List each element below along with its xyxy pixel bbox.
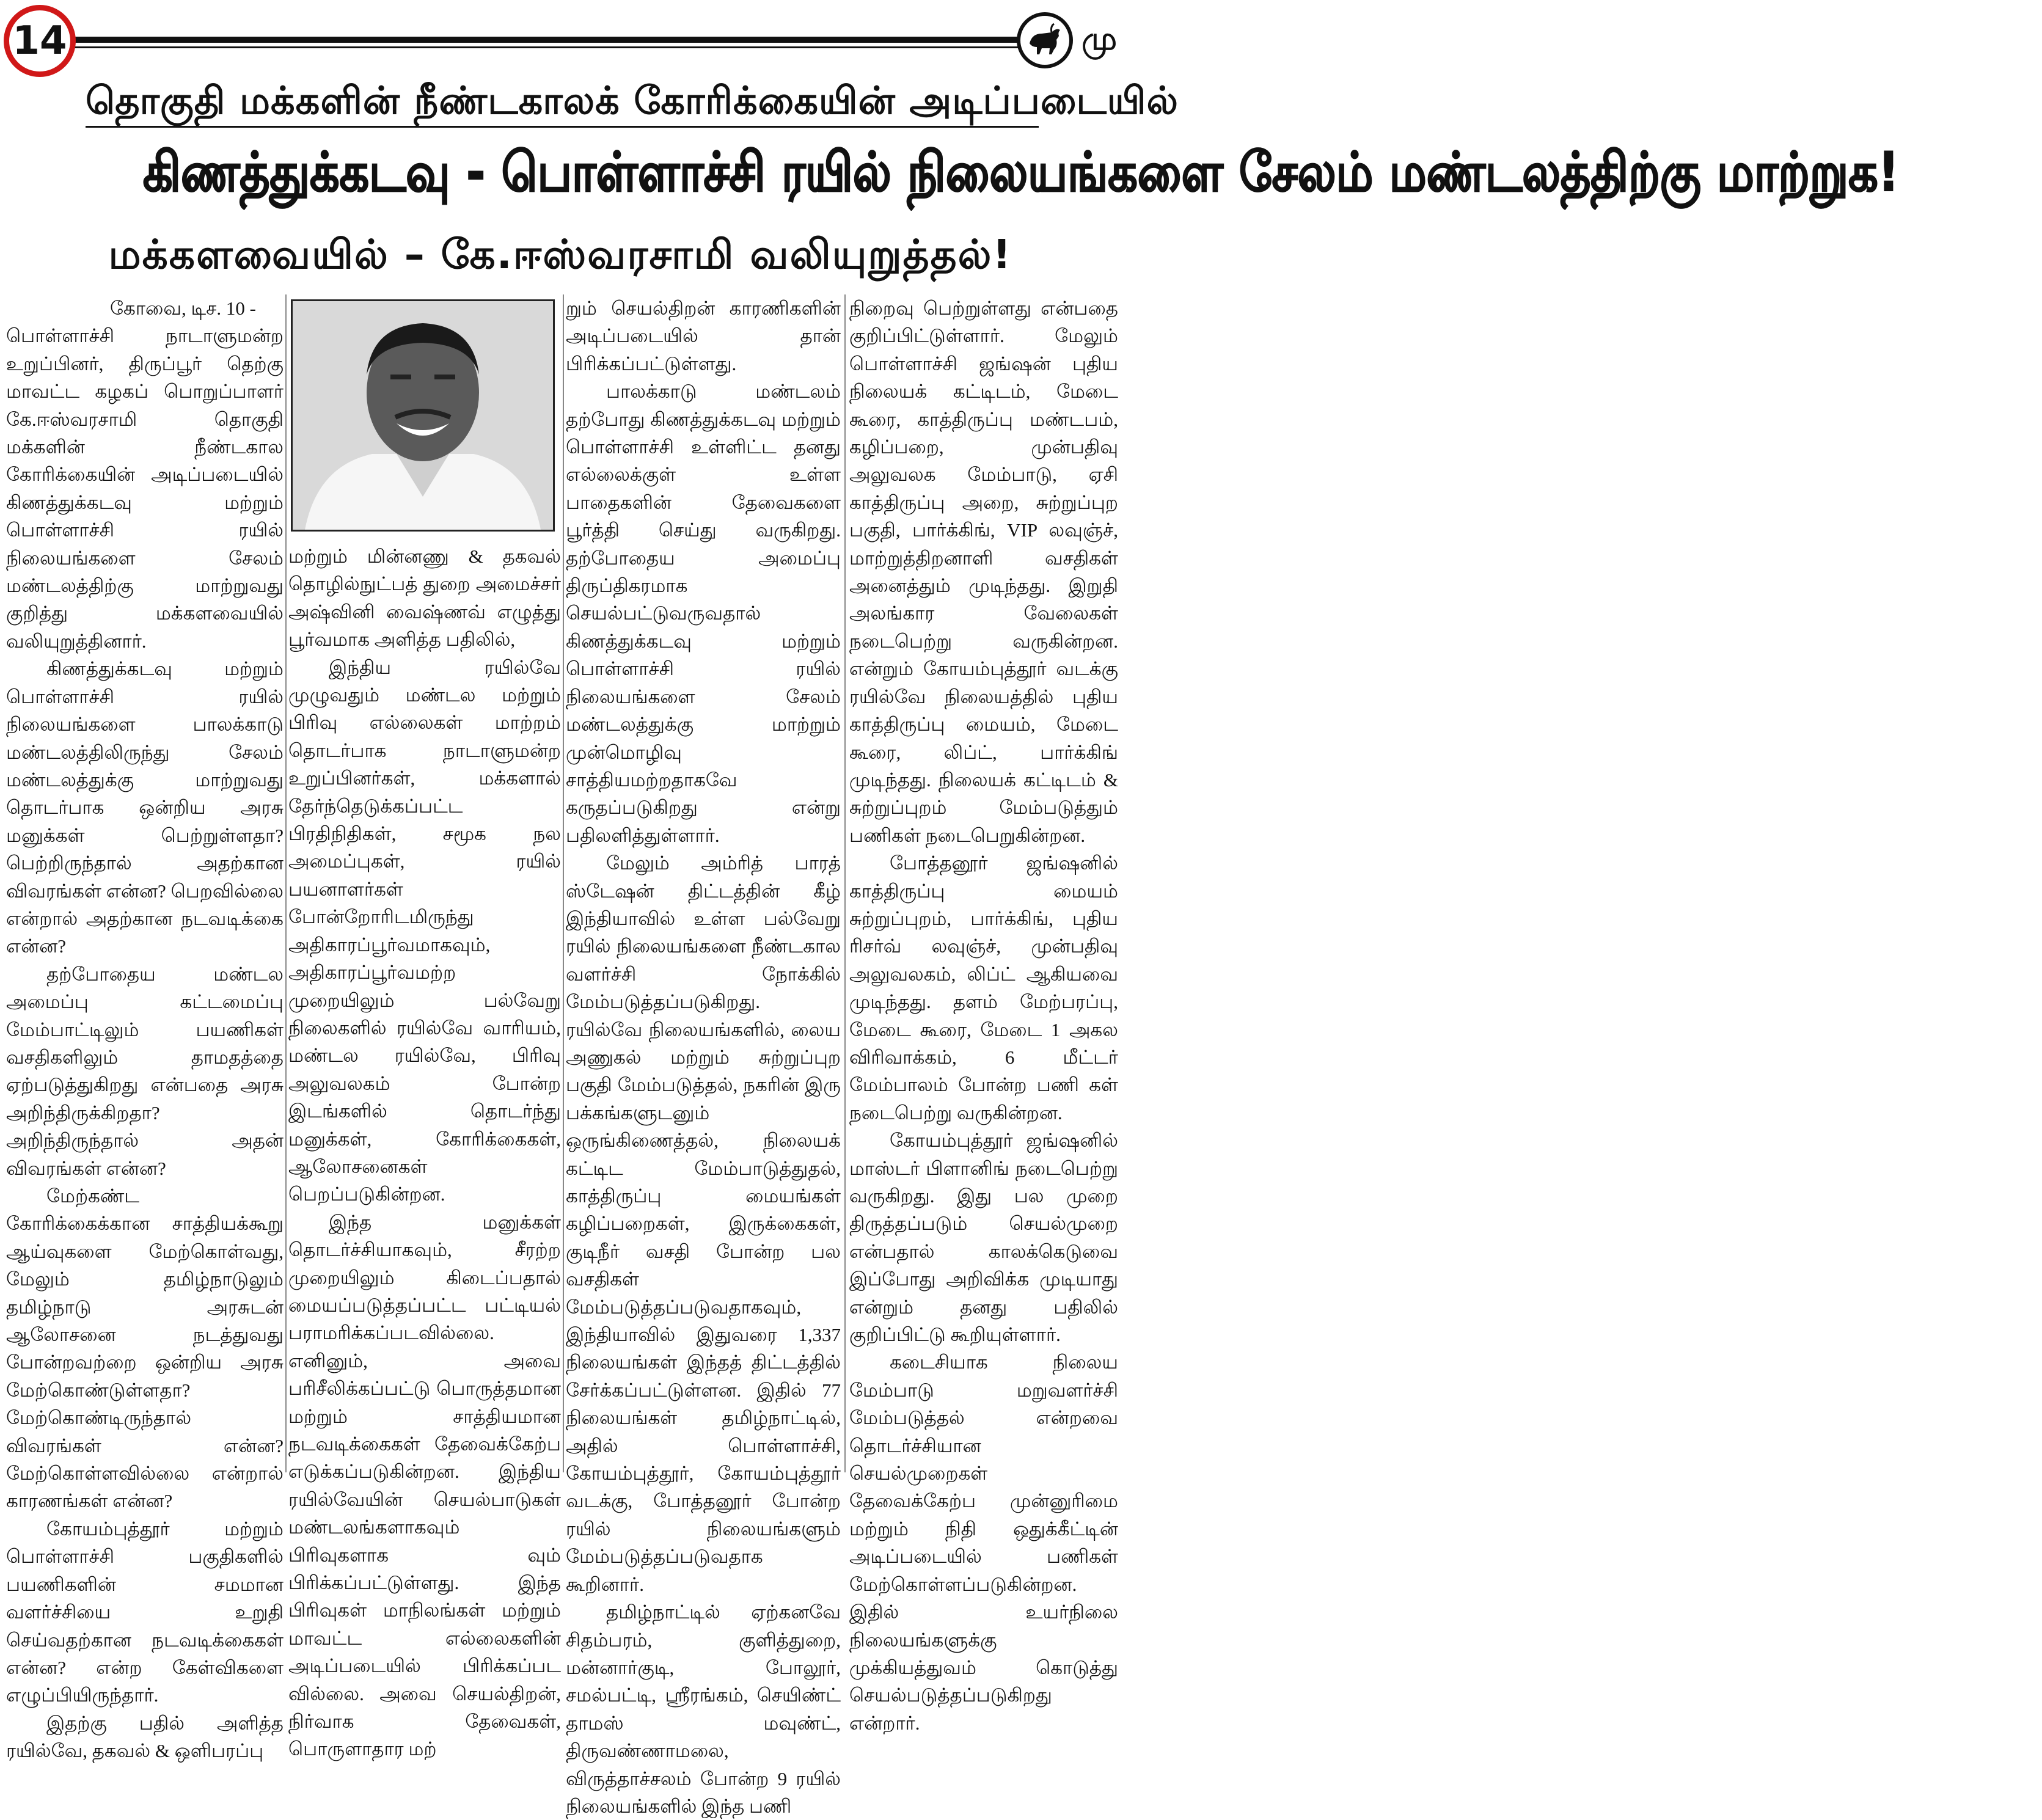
column-divider: [563, 294, 564, 1472]
newspaper-logo-icon: [1017, 12, 1073, 68]
paragraph: இந்த மனுக்கள் தொடர்ச்சியாகவும், சீரற்ற முறையிலும் கிடைப்பதால் மையப்படுத்தப்பட்ட பட்டியல் பராமரிக்கப்படவில்லை. எனினும், அவை பரிசீலிக்கப்பட்டு பொருத்தமான மற்றும் சாத்தியமான நடவடிக்கைகள் தேவைக்கேற்ப எடுக்கப்படுகின்றன. இந்திய ரயில்வேயின் செயல்பாடுகள் மண்டலங்களாகவும் பிரிவுகளாக வும் பிரிக்கப்பட்டுள்ளது. இந்த பிரிவுகள் மாநிலங்கள் மற்றும் மாவட்ட எல்லைகளின் அடிப்படையில் பிரிக்கப்பட வில்லை. அவை செயல்திறன், நிர்வாக தேவைகள், பொருளாதார மற்: [288, 1211, 561, 1760]
article-column-3: [566, 294, 841, 1820]
article-column-1: [6, 294, 284, 1765]
header-rule: [67, 37, 1029, 43]
article-subheadline: மக்களவையில் – கே.ஈஸ்வரசாமி வலியுறுத்தல்!: [108, 231, 1012, 278]
page-header: [0, 0, 1121, 79]
paragraph: மேற்கண்ட கோரிக்கைக்கான சாத்தியக்கூறு ஆய்வுகளை மேற்கொள்வது, மேலும் தமிழ்நாடுலும் தமிழ்நாடு அரசுடன் ஆலோசனை நடத்துவது போன்றவற்றை ஒன்றிய அரசு மேற்கொண்டுள்ளதா? மேற்கொண்டிருந்தால் விவரங்கள் என்ன? மேற்கொள்ளவில்லை என்றால் காரணங்கள் என்ன?: [6, 1185, 284, 1512]
paragraph: கோயம்புத்தூர் ஜங்ஷனில் மாஸ்டர் பிளானிங் நடைபெற்று வருகிறது. இது பல முறை திருத்தப்படும் செயல்முறை என்பதால் காலக்கெடுவை இப்போது அறிவிக்க முடியாது என்றும் தனது பதிலில் குறிப்பிட்டு கூறியுள்ளார்.: [849, 1130, 1118, 1346]
article-headline: [0, 141, 1900, 203]
paragraph: கிணத்துக்கடவு மற்றும் பொள்ளாச்சி ரயில் நிலையங்களை பாலக்காடு மண்டலத்திலிருந்து சேலம் மண்டலத்துக்கு மாற்றுவது தொடர்பாக ஒன்றிய அரசு மனுக்கள் பெற்றுள்ளதா? பெற்றிருந்தால் அதற்கான விவரங்கள் என்ன? பெறவில்லை என்றால் அதற்கான நடவடிக்கை என்ன?: [6, 658, 284, 957]
headline-text: கிணத்துக்கடவு - பொள்ளாச்சி ரயில் நிலையங்களை சேலம் மண்டலத்திற்கு மாற்றுக!: [142, 141, 1900, 203]
article-column-2: [288, 543, 561, 1763]
paragraph: இந்திய ரயில்வே முழுவதும் மண்டல மற்றும் பிரிவு எல்லைகள் மாற்றம் தொடர்பாக நாடாளுமன்ற உறுப்பினர்கள், மக்களால் தேர்ந்தெடுக்கப்பட்ட பிரதிநிதிகள், சமூக நல அமைப்புகள், ரயில் பயனாளர்கள் போன்றோரிடமிருந்து அதிகாரப்பூர்வமாகவும், அதிகாரப்பூர்வமற்ற முறையிலும் பல்வேறு நிலைகளில் ரயில்வே வாரியம், மண்டல ரயில்வே, பிரிவு அலுவலகம் போன்ற இடங்களில் தொடர்ந்து மனுக்கள், கோரிக்கைகள், ஆலோசனைகள் பெறப்படுகின்றன.: [288, 656, 561, 1205]
page-number: 14: [4, 5, 76, 77]
paragraph: கோயம்புத்தூர் மற்றும் பொள்ளாச்சி பகுதிகளில் பயணிகளின் சமமான வளர்ச்சியை உறுதி செய்வதற்கான நடவடிக்கைகள் என்ன? என்ற கேள்விகளை எழுப்பியிருந்தார்.: [6, 1518, 284, 1706]
header-rule-thin: [67, 46, 1029, 48]
paragraph: இதற்கு பதில் அளித்த ரயில்வே, தகவல் & ஒளிபரப்பு: [6, 1712, 284, 1762]
paragraph: றும் செயல்திறன் காரணிகளின் அடிப்படையில் தான் பிரிக்கப்பட்டுள்ளது.: [566, 298, 841, 375]
paragraph: பொள்ளாச்சி நாடாளுமன்ற உறுப்பினர், திருப்பூர் தெற்கு மாவட்ட கழகப் பொறுப்பாளர் கே.ஈஸ்வரசாமி தொகுதி மக்களின் நீண்டகால கோரிக்கையின் அடிப்படையில் கிணத்துக்கடவு மற்றும் பொள்ளாச்சி ரயில் நிலையங்களை சேலம் மண்டலத்திற்கு மாற்றுவது குறித்து மக்களவையில் வலியுறுத்தினார்.: [6, 325, 284, 652]
paragraph: நிறைவு பெற்றுள்ளது என்பதை குறிப்பிட்டுள்ளார். மேலும் பொள்ளாச்சி ஜங்ஷன் புதிய நிலையக் கட்டிடம், மேடை கூரை, காத்திருப்பு மண்டபம், கழிப்பறை, முன்பதிவு அலுவலக மேம்பாடு, ஏசி காத்திருப்பு அறை, சுற்றுப்புற பகுதி, பார்க்கிங், VIP லவுஞ்ச், மாற்றுத்திறனாளி வசதிகள் அனைத்தும் முடிந்தது. இறுதி அலங்கார வேலைகள் நடைபெற்று வருகின்றன. என்றும் கோயம்புத்தூர் வடக்கு ரயில்வே நிலையத்தில் புதிய காத்திருப்பு மையம், மேடை கூரை, லிப்ட், பார்க்கிங் முடிந்தது. நிலையக் கட்டிடம் & சுற்றுப்புறம் மேம்படுத்தும் பணிகள் நடைபெறுகின்றன.: [849, 298, 1118, 846]
masthead-fragment: மு: [1081, 21, 1117, 57]
column-divider: [285, 294, 287, 1472]
person-photo-icon: [293, 301, 553, 530]
paragraph: மற்றும் மின்னணு & தகவல் தொழில்நுட்பத் துறை அமைச்சர் அஷ்வினி வைஷ்ணவ் எழுத்து பூர்வமாக அளித்த பதிலில்,: [288, 546, 561, 651]
mp-portrait-photo: [291, 299, 555, 532]
paragraph: போத்தனூர் ஜங்ஷனில் காத்திருப்பு மையம் சுற்றுப்புறம், பார்க்கிங், புதிய ரிசர்வ் லவுஞ்ச், முன்பதிவு அலுவலகம், லிப்ட் ஆகியவை முடிந்தது. தளம் மேற்பரப்பு, மேடை கூரை, மேடை 1 அகல விரிவாக்கம், 6 மீட்டர் மேம்பாலம் போன்ற பணி கள் நடைபெற்று வருகின்றன.: [849, 852, 1118, 1124]
kicker-underline: [86, 126, 1039, 128]
paragraph: பாலக்காடு மண்டலம் தற்போது கிணத்துக்கடவு மற்றும் பொள்ளாச்சி உள்ளிட்ட தனது எல்லைக்குள் உள்ள பாதைகளின் தேவைகளை பூர்த்தி செய்து வருகிறது. தற்போதைய அமைப்பு திருப்திகரமாக செயல்பட்டுவருவதால் கிணத்துக்கடவு மற்றும் பொள்ளாச்சி ரயில் நிலையங்களை சேலம் மண்டலத்துக்கு மாற்றும் முன்மொழிவு சாத்தியமற்றதாகவே கருதப்படுகிறது என்று பதிலளித்துள்ளார்.: [566, 381, 841, 846]
paragraph: மேலும் அம்ரித் பாரத் ஸ்டேஷன் திட்டத்தின் கீழ் இந்தியாவில் உள்ள பல்வேறு ரயில் நிலையங்களை நீண்டகால வளர்ச்சி நோக்கில் மேம்படுத்தப்படுகிறது. ரயில்வே நிலையங்களில், லைய அணுகல் மற்றும் சுற்றுப்புற பகுதி மேம்படுத்தல், நகரின் இரு பக்கங்களுடனும் ஒருங்கிணைத்தல், நிலையக் கட்டிட மேம்பாடுத்துதல், காத்திருப்பு மையங்கள் கழிப்பறைகள், இருக்கைகள், குடிநீர் வசதி போன்ற பல வசதிகள் மேம்படுத்தப்படுவதாகவும், இந்தியாவில் இதுவரை 1,337 நிலையங்கள் இந்தத் திட்டத்தில் சேர்க்கப்பட்டுள்ளன. இதில் 77 நிலையங்கள் தமிழ்நாட்டில், அதில் பொள்ளாச்சி, கோயம்புத்தூர், கோயம்புத்தூர் வடக்கு, போத்தனூர் போன்ற ரயில் நிலையங்களும் மேம்படுத்தப்படுவதாக கூறினார்.: [566, 852, 841, 1595]
paragraph: தமிழ்நாட்டில் ஏற்கனவே சிதம்பரம், குளித்துறை, மன்னார்குடி, போலூர், சமல்பட்டி, ஸ்ரீரங்கம், செயிண்ட் தாமஸ் மவுண்ட், திருவண்ணாமலை, விருத்தாச்சலம் போன்ற 9 ரயில் நிலையங்களில் இந்த பணி: [566, 1601, 841, 1817]
paragraph: கடைசியாக நிலைய மேம்பாடு மறுவளர்ச்சி மேம்படுத்தல் என்றவை தொடர்ச்சியான செயல்முறைகள் தேவைக்கேற்ப முன்னுரிமை மற்றும் நிதி ஒதுக்கீட்டின் அடிப்படையில் பணிகள் மேற்கொள்ளப்படுகின்றன. இதில் உயர்நிலை நிலையங்களுக்கு முக்கியத்துவம் கொடுத்து செயல்படுத்தப்படுகிறது என்றார்.: [849, 1351, 1118, 1734]
article-kicker: தொகுதி மக்களின் நீண்டகாலக் கோரிக்கையின் அடிப்படையில்: [86, 78, 1179, 123]
dateline: கோவை, டிச. 10 -: [110, 298, 256, 319]
article-column-4: [849, 294, 1118, 1737]
column-divider: [844, 294, 846, 1472]
bull-icon: [1023, 19, 1066, 62]
paragraph: தற்போதைய மண்டல அமைப்பு கட்டமைப்பு மேம்பாட்டிலும் பயணிகள் வசதிகளிலும் தாமதத்தை ஏற்படுத்துகிறது என்பதை அரசு அறிந்திருக்கிறதா? அறிந்திருந்தால் அதன் விவரங்கள் என்ன?: [6, 963, 284, 1179]
